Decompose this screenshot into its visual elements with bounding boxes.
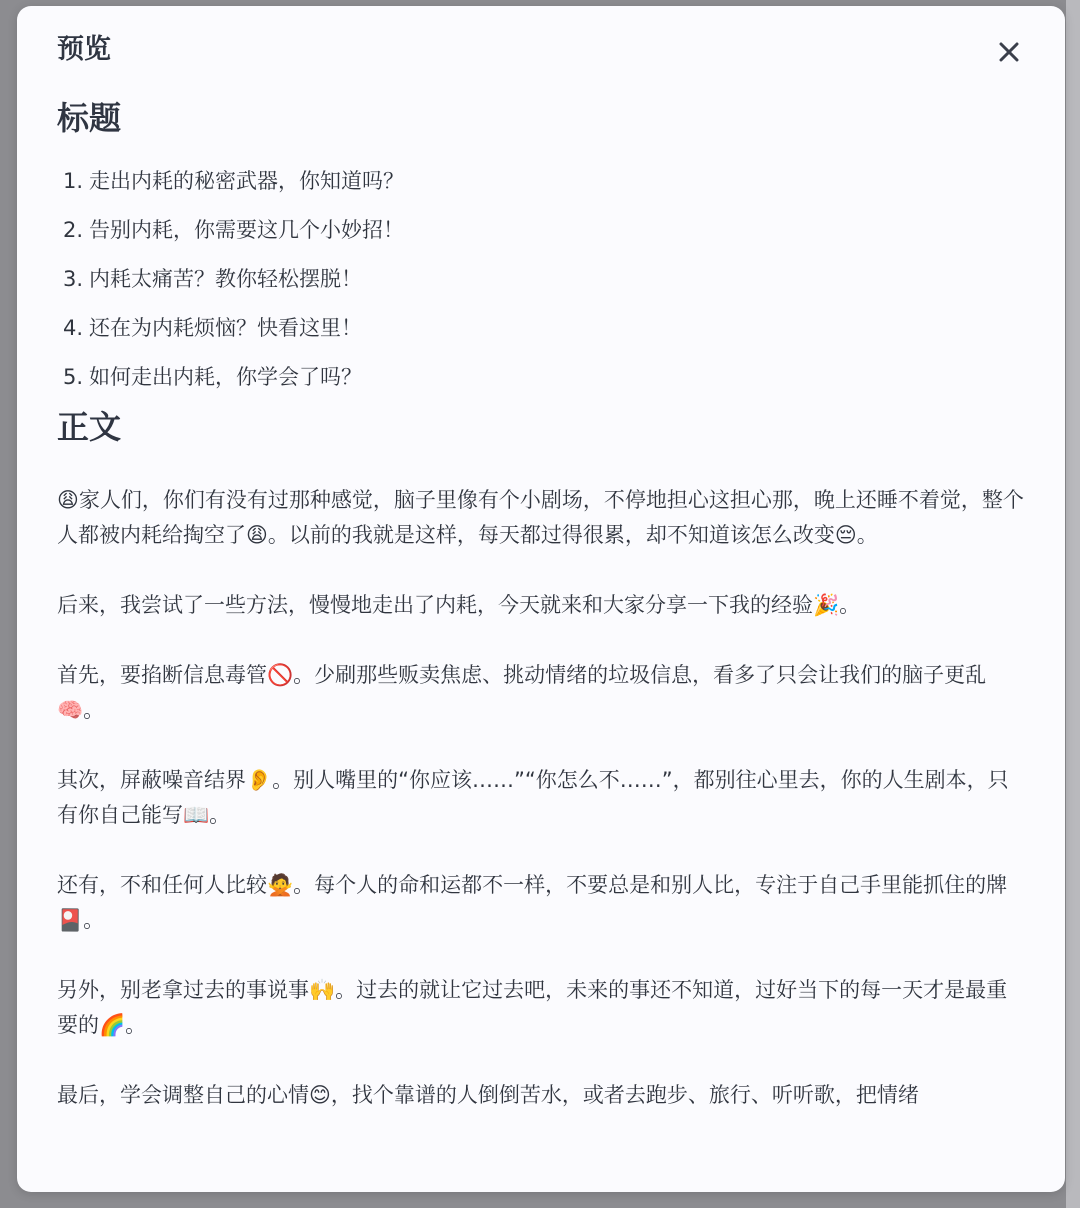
body-paragraph: 😩家人们，你们有没有过那种感觉，脑子里像有个小剧场，不停地担心这担心那，晚上还睡不着觉，整个人都被内耗给掏空了😩。以前的我就是这样，每天都过得很累，却不知道该怎么改变😔。 xyxy=(57,488,1024,547)
modal-title: 预览 xyxy=(57,34,111,65)
body-paragraph: 最后，学会调整自己的心情😊，找个靠谱的人倒倒苦水，或者去跑步、旅行、听听歌，把情绪 xyxy=(57,1083,919,1107)
close-icon xyxy=(993,36,1025,68)
section-heading-title: 标题 xyxy=(57,99,122,137)
preview-modal xyxy=(17,6,1065,1192)
body-paragraph: 还有，不和任何人比较🙅。每个人的命和运都不一样，不要总是和别人比，专注于自己手里能抓住的牌🎴。 xyxy=(57,873,1008,932)
title-list xyxy=(57,166,1025,411)
title-list-item: 5. 如何走出内耗，你学会了吗？ xyxy=(63,365,363,389)
title-list-item: 2. 告别内耗，你需要这几个小妙招！ xyxy=(63,218,405,242)
title-list-item: 4. 还在为内耗烦恼？快看这里！ xyxy=(63,316,363,340)
title-list-item: 1. 走出内耗的秘密武器，你知道吗？ xyxy=(63,169,405,193)
close-button[interactable] xyxy=(993,36,1025,68)
background-window-edge xyxy=(1066,0,1080,1208)
section-heading-body: 正文 xyxy=(57,408,122,446)
title-list-item: 3. 内耗太痛苦？教你轻松摆脱！ xyxy=(63,267,363,291)
body-paragraph: 首先，要掐断信息毒管🚫。少刷那些贩卖焦虑、挑动情绪的垃圾信息，看多了只会让我们的脑子更乱🧠。 xyxy=(57,663,987,722)
body-paragraph: 后来，我尝试了一些方法，慢慢地走出了内耗，今天就来和大家分享一下我的经验🎉。 xyxy=(57,593,861,617)
preview-content xyxy=(57,96,1025,1141)
body-paragraph: 另外，别老拿过去的事说事🙌。过去的就让它过去吧，未来的事还不知道，过好当下的每一天才是最重要的🌈。 xyxy=(57,978,1008,1037)
modal-header xyxy=(57,32,1025,72)
body-paragraph: 其次，屏蔽噪音结界👂。别人嘴里的“你应该……”“你怎么不……”，都别往心里去，你的人生剧本，只有你自己能写📖。 xyxy=(57,768,1009,827)
